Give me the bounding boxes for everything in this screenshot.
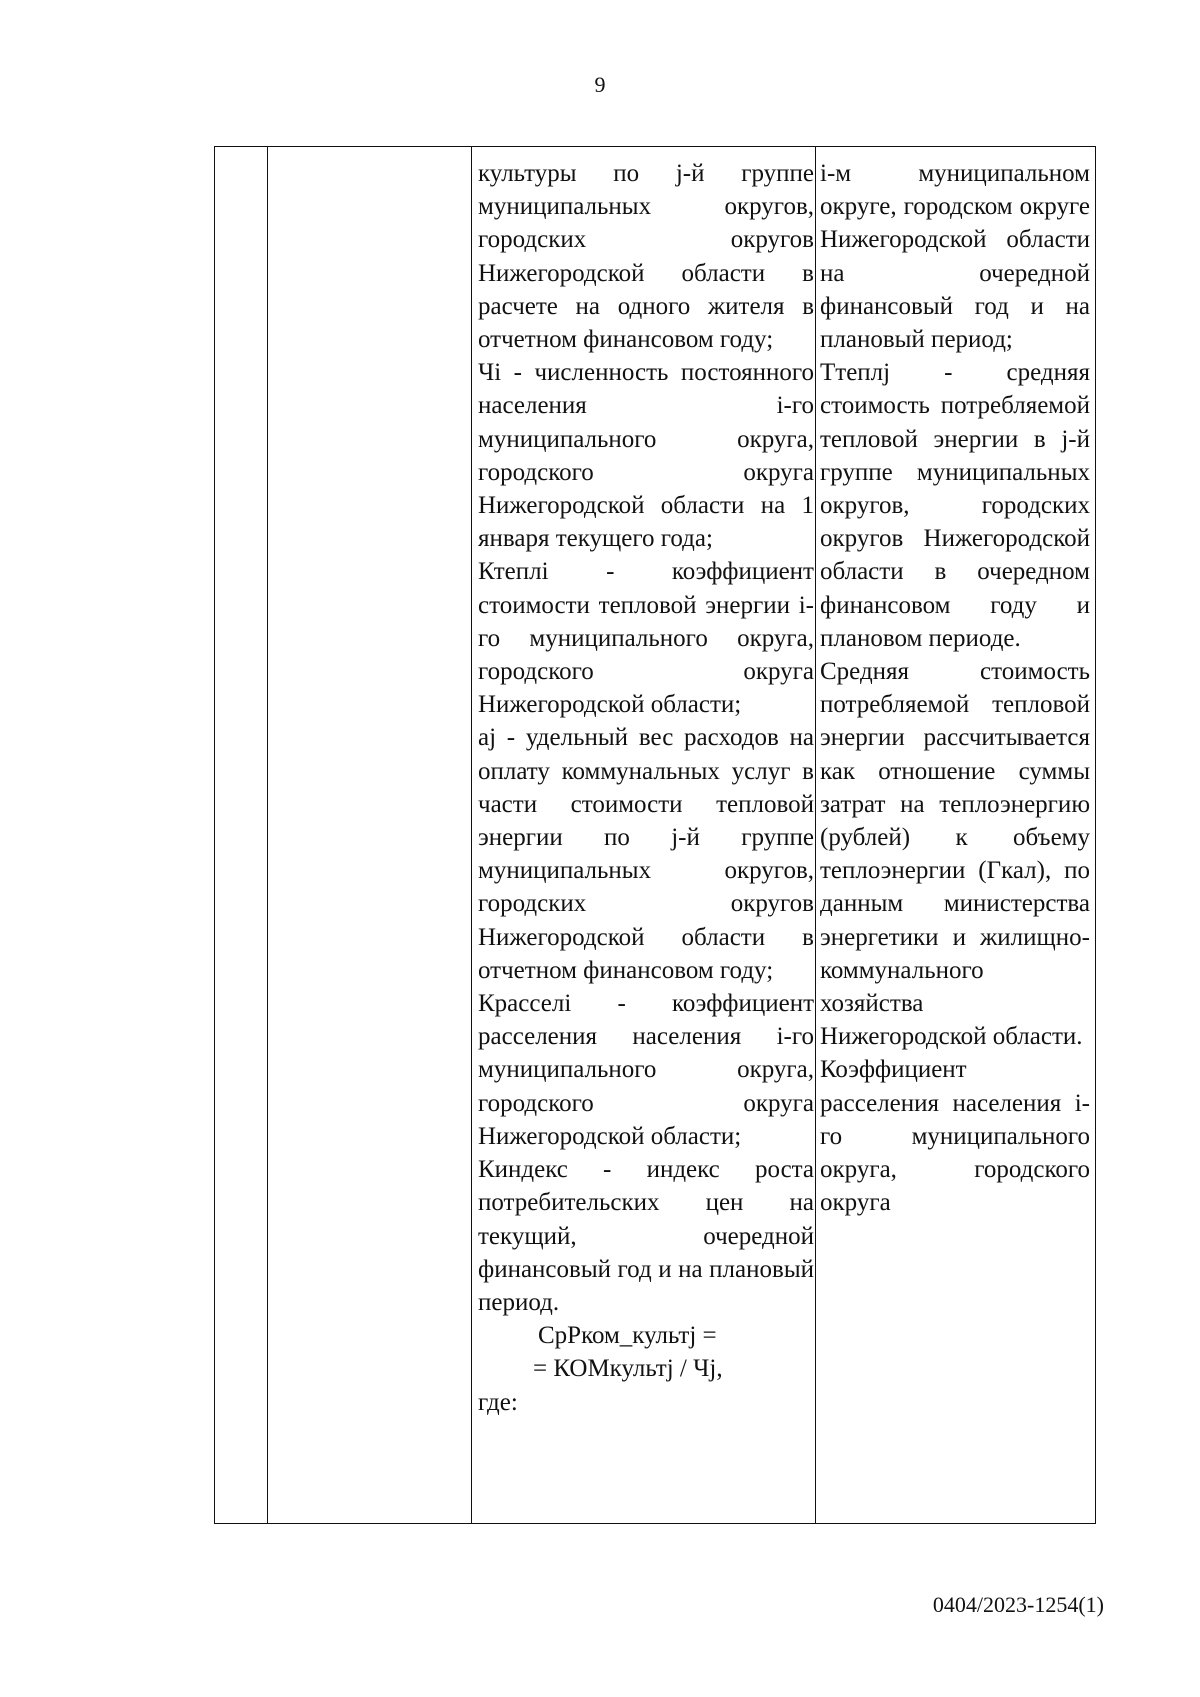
col3-paragraph: Ктеплi - коэффициент стоимости тепловой энергии i-го муниципального округа, городского округа Нижегородской области;: [478, 558, 814, 719]
formula-where: где:: [478, 1388, 518, 1416]
formula-line-1: СрРком_культj =: [538, 1322, 717, 1350]
col3-paragraph: Красселi - коэффициент расселения населения i-го муниципального округа, городского округа Нижегородской области;: [478, 990, 814, 1150]
column-divider-2: [471, 147, 472, 1523]
column-3-cell: [478, 157, 814, 1419]
col4-paragraph: Ттеплj - средняя стоимость потребляемой тепловой энергии в j-й группе муниципальных округов, городских округов Нижегородской области в очередном финансовом году и плановом периоде.: [820, 359, 1090, 652]
col4-paragraph: i-м муниципальном округе, городском округе Нижегородской области на очередной финансовый год и на плановый период;: [820, 160, 1090, 354]
col4-paragraph: Коэффициент расселения населения i-го муниципального округа, городского округа: [820, 1056, 1090, 1217]
column-4-cell: [820, 157, 1090, 1220]
column-divider-3: [815, 147, 816, 1523]
col3-paragraph: аj - удельный вес расходов на оплату коммунальных услуг в части стоимости тепловой энергии по j-й группе муниципальных округов, городских округов Нижегородской области в отчетном финансовом году;: [478, 724, 814, 984]
col3-paragraph: Чi - численность постоянного населения i-го муниципального округа, городского округа Нижегородской области на 1 января текущего года;: [478, 359, 814, 553]
col4-paragraph: Средняя стоимость потребляемой тепловой энергии рассчитывается как отношение суммы затрат на теплоэнергию (рублей) к объему теплоэнергии (Гкал), по данным министерства энергетики и жилищно-коммунального хозяйства Нижегородской области.: [820, 658, 1090, 1051]
col3-paragraph: культуры по j-й группе муниципальных округов, городских округов Нижегородской области в расчете на одного жителя в отчетном финансовом году;: [478, 160, 814, 354]
document-table: [214, 146, 1096, 1524]
col3-paragraph: Киндекс - индекс роста потребительских цен на текущий, очередной финансовый год и на плановый период.: [478, 1156, 814, 1316]
formula-line-2: = КОМкультj / Чj,: [533, 1355, 723, 1383]
column-divider-1: [267, 147, 268, 1523]
document-code: 0404/2023-1254(1): [932, 1592, 1104, 1617]
page-number: 9: [594, 72, 606, 97]
